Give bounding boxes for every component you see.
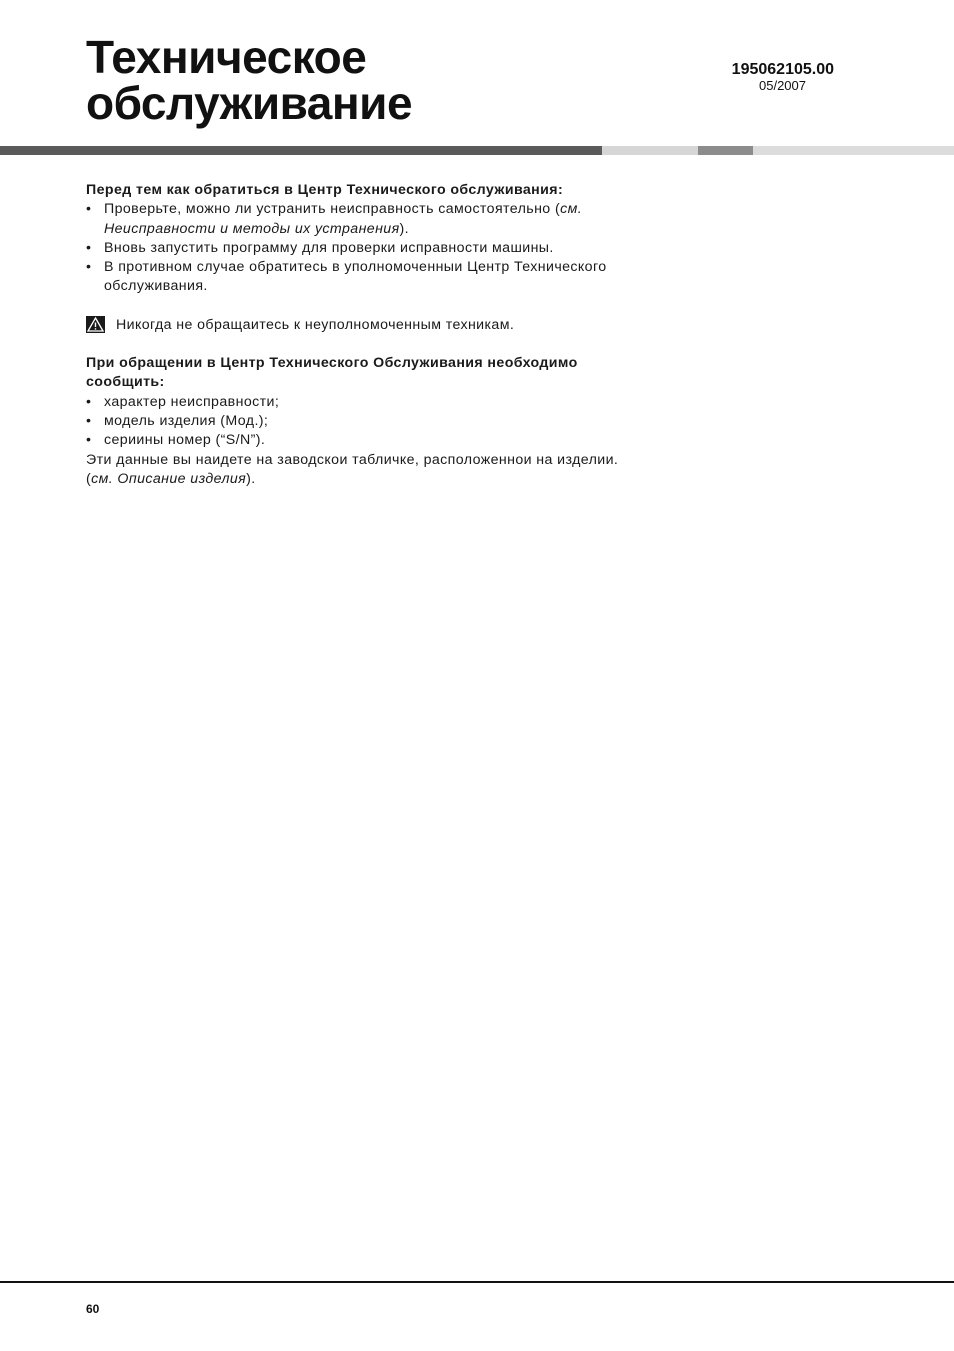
header-divider-dark (0, 146, 602, 155)
list-item: • В противном случае обратитесь в уполномоченныи Центр Технического обслуживания. (86, 258, 646, 297)
list-item: • сериины номер (“S/N”). (86, 431, 646, 450)
list-item: • характер неисправности; (86, 393, 646, 412)
ref-close: ). (246, 470, 256, 487)
page-title (86, 31, 413, 129)
item1-end: ). (399, 220, 410, 237)
warning-triangle-icon (86, 316, 105, 333)
section1-heading: Перед тем как обратиться в Центр Технического обслуживания: (86, 182, 564, 198)
section2-list (86, 393, 646, 451)
ref-open: ( (86, 470, 92, 487)
section1-list (86, 200, 646, 296)
page-title-line1: Техническое (86, 31, 367, 83)
warning-text: Никогда не обращаитесь к неуполномоченным техникам. (116, 316, 515, 333)
section2-reference (86, 470, 646, 489)
list-item: • Вновь запустить программу для проверки исправности машины. (86, 239, 646, 258)
footer-divider (0, 1281, 954, 1283)
document-date: 05/2007 (759, 78, 806, 93)
item1-text: Проверьте, можно ли устранить неисправность самостоятельно ( (104, 201, 561, 218)
page-number: 60 (86, 1302, 100, 1316)
list-item (86, 200, 646, 239)
warning-note (86, 316, 646, 335)
header-divider-mid (698, 146, 753, 155)
document-code: 195062105.00 (731, 61, 834, 78)
document-number-block (732, 61, 834, 93)
section2-note: Эти данные вы наидете на заводскои табличке, расположеннои на изделии. (86, 451, 619, 468)
section2-heading: При обращении в Центр Технического Обслуживания необходимо сообщить: (86, 355, 578, 391)
page-title-line2: обслуживание (86, 77, 413, 129)
header-divider-light (602, 146, 698, 155)
reference-link-text: см. Описание изделия (91, 470, 247, 487)
main-content (86, 181, 646, 489)
list-item: • модель изделия (Мод.); (86, 412, 646, 431)
header-divider-light-right (753, 146, 954, 155)
item1-reference: см. Неисправности и методы их устранения (104, 201, 583, 237)
